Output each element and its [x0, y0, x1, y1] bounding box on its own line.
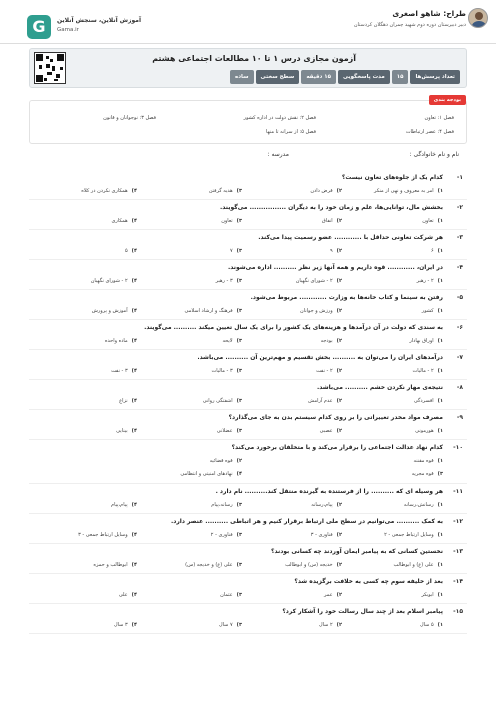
units-tag: بودجه بندی [429, 95, 466, 105]
option-number: ۳) [236, 308, 242, 314]
answer-option[interactable] [311, 502, 342, 508]
answer-option[interactable] [209, 188, 242, 194]
answer-option[interactable] [221, 218, 242, 224]
question-number: ۷- [456, 354, 463, 361]
option-number: ۱) [437, 278, 443, 284]
student-info [29, 147, 467, 161]
option-text: رسانش،رسانه [403, 502, 434, 508]
question-number: ۱۳- [453, 548, 463, 555]
question-number: ۱۴- [453, 578, 463, 585]
answer-option[interactable] [374, 188, 443, 194]
answer-option[interactable] [220, 592, 242, 598]
answer-option[interactable] [414, 398, 443, 404]
answer-option[interactable] [310, 188, 342, 194]
answer-option[interactable] [412, 471, 443, 477]
answer-option[interactable] [78, 532, 137, 538]
option-text: ۲ - مالیات [412, 368, 434, 374]
question-item [29, 290, 467, 320]
question-item [29, 410, 467, 440]
question-stem: بخشش مال، توانایی‌ها، علم و زمان خود را به دیگران ................ می‌گویند. [220, 204, 443, 211]
option-number: ۱) [437, 502, 443, 508]
option-number: ۳) [236, 428, 242, 434]
option-text: ۷ [229, 248, 233, 254]
question-stem: رفتن به سینما و کتاب خانه‌ها به وزارت ............ مربوط می‌شود. [250, 294, 443, 301]
option-number: ۴) [131, 368, 137, 374]
question-number: ۴- [456, 264, 463, 271]
exam-info-chips [230, 70, 460, 84]
answer-option[interactable] [413, 368, 444, 374]
answer-option[interactable] [211, 532, 242, 538]
question-number: ۱۰- [453, 444, 463, 451]
option-text: تعاون [221, 218, 233, 224]
answer-option[interactable] [91, 278, 137, 284]
option-text: فناوری - ۳ [310, 532, 333, 538]
option-text: ۷ سال [219, 622, 233, 628]
option-text: همکاری نکردن در کلاه [81, 188, 128, 194]
answer-option[interactable] [415, 428, 443, 434]
option-text: ابوبکر [421, 592, 434, 598]
option-text: نهادهای امنیتی و انتظامی [180, 471, 233, 477]
question-stem: به کمک .......... می‌توانیم در سطح ملی ارتباط برقرار کنیم و هر اتباطی .......... عنصر دارد. [170, 518, 443, 525]
option-number: ۱) [437, 458, 443, 464]
answer-option[interactable] [421, 592, 443, 598]
answer-option[interactable] [203, 398, 242, 404]
question-count-value: ۱۵ [392, 70, 409, 84]
qr-code-icon [34, 52, 66, 84]
answer-option[interactable] [81, 188, 137, 194]
answer-option[interactable] [300, 308, 342, 314]
option-number: ۴) [131, 428, 137, 434]
exam-banner [29, 48, 467, 88]
name-field[interactable]: نام و نام خانوادگی : [409, 151, 459, 158]
question-stem: کدام نهاد عدالت اجتماعی را برقرار می‌کند و با متخلفان برخورد می‌کند؟ [231, 444, 443, 451]
option-text: قوه قضائیه [209, 458, 233, 464]
option-text: قوه مجریه [411, 471, 434, 477]
answer-option[interactable] [322, 218, 342, 224]
unit-item: فصل ۲: نقش دولت در اداره کشور [243, 115, 316, 121]
option-number: ۳) [236, 532, 242, 538]
option-number: ۲) [336, 532, 342, 538]
page-header [0, 0, 496, 44]
question-count-label: تعداد پرسش‌ها [410, 70, 460, 84]
gama-logo[interactable]: G [27, 15, 51, 39]
question-number: ۱۱- [453, 488, 463, 495]
option-number: ۳) [236, 248, 242, 254]
option-text: تعاون [422, 218, 434, 224]
option-text: ۲ - نفت [316, 368, 333, 374]
question-number: ۸- [456, 384, 463, 391]
answer-option[interactable] [111, 502, 137, 508]
answer-option[interactable] [308, 398, 342, 404]
option-number: ۱) [437, 622, 443, 628]
answer-option[interactable] [330, 248, 342, 254]
option-number: ۲) [336, 622, 342, 628]
answer-option[interactable] [119, 398, 137, 404]
option-number: ۴) [131, 622, 137, 628]
option-number: ۲) [336, 428, 342, 434]
option-text: لایحه [222, 338, 233, 344]
question-item [29, 350, 467, 380]
units-box [29, 97, 467, 144]
option-number: ۲) [236, 458, 242, 464]
answer-option[interactable] [422, 308, 443, 314]
option-text: عثمان [220, 592, 233, 598]
option-text: ۲ - شورای نگهبان [90, 278, 128, 284]
option-number: ۱) [437, 188, 443, 194]
option-text: همکاری [111, 218, 128, 224]
option-number: ۱) [437, 398, 443, 404]
option-text: رسانه،پیام [211, 502, 233, 508]
answer-option[interactable] [180, 471, 242, 477]
unit-item: فصل ۱: تعاون [424, 115, 454, 121]
option-number: ۴) [131, 308, 137, 314]
answer-option[interactable] [212, 368, 243, 374]
option-number: ۱) [437, 338, 443, 344]
question-list [29, 170, 467, 634]
answer-option[interactable] [316, 368, 342, 374]
question-stem: پیامبر اسلام بعد از چند سال رسالت خود را آشکار کرد؟ [282, 608, 443, 615]
answer-option[interactable] [185, 562, 242, 568]
author-name: طراح: شاهو اصغری [392, 9, 466, 18]
question-number: ۹- [456, 414, 463, 421]
question-number: ۱۵- [453, 608, 463, 615]
answer-option[interactable] [93, 562, 137, 568]
answer-option[interactable] [222, 338, 242, 344]
option-text: قوه مقننه [413, 458, 434, 464]
option-text: ۳ سال [114, 622, 128, 628]
option-text: هدیه گرفتن [208, 188, 233, 194]
option-text: امر به معروف و نهی از منکر [373, 188, 434, 194]
option-text: وسایل ارتباط جمعی - ۳ [78, 532, 128, 538]
option-number: ۳) [236, 278, 242, 284]
question-number: ۱- [456, 174, 463, 181]
option-number: ۲) [336, 278, 342, 284]
question-item [29, 380, 467, 410]
question-stem: مصرف مواد مخدر تغییراتی را بر روی کدام سیستم بدن به جای می‌گذارد؟ [228, 414, 443, 421]
question-item [29, 484, 467, 514]
option-number: ۱) [437, 218, 443, 224]
option-text: پیام،رسانه [311, 502, 333, 508]
option-text: اوراق بهادار [409, 338, 434, 344]
option-number: ۱) [437, 368, 443, 374]
option-number: ۱) [437, 308, 443, 314]
option-number: ۳) [236, 368, 242, 374]
option-number: ۴) [236, 471, 242, 477]
option-text: وسایل ارتباط جمعی - ۲ [384, 532, 434, 538]
option-number: ۲) [336, 308, 342, 314]
question-stem: نتیجه‌ی مهار نکردن خشم .......... می‌باشد. [317, 384, 443, 391]
answer-option[interactable] [409, 338, 443, 344]
option-text: افسردگی [413, 398, 434, 404]
option-number: ۲) [336, 398, 342, 404]
option-number: ۴) [131, 502, 137, 508]
option-number: ۳) [236, 398, 242, 404]
answer-option[interactable] [285, 562, 342, 568]
question-item [29, 320, 467, 350]
option-number: ۴) [131, 532, 137, 538]
option-text: پیام،پیام [110, 502, 128, 508]
answer-option[interactable] [321, 338, 342, 344]
option-number: ۲) [336, 188, 342, 194]
option-number: ۳) [437, 471, 443, 477]
answer-option[interactable] [393, 562, 443, 568]
exam-title: آزمون مجازی درس ۱ تا ۱۰ مطالعات اجتماعی هشتم [152, 54, 356, 63]
option-number: ۲) [336, 562, 342, 568]
option-number: ۴) [131, 562, 137, 568]
option-text: عدم آرامش [308, 398, 333, 404]
option-number: ۲) [336, 338, 342, 344]
option-number: ۴) [131, 278, 137, 284]
question-number: ۶- [456, 324, 463, 331]
option-number: ۳) [236, 502, 242, 508]
option-number: ۲) [336, 248, 342, 254]
option-text: عضلانی [216, 428, 233, 434]
question-item [29, 230, 467, 260]
duration-value: ۱۵ دقیقه [301, 70, 336, 84]
option-number: ۳) [236, 218, 242, 224]
answer-option[interactable] [422, 218, 443, 224]
option-number: ۱) [437, 532, 443, 538]
question-number: ۲- [456, 204, 463, 211]
question-stem: نخستین کسانی که به پیامبر ایمان آوردند چه کسانی بودند؟ [271, 548, 443, 555]
answer-option[interactable] [414, 458, 443, 464]
option-text: ۲ - شورای نگهبان [295, 278, 333, 284]
answer-option[interactable] [185, 308, 242, 314]
option-text: نزاع [119, 398, 128, 404]
option-text: علی (ع) و خدیجه (س) [185, 562, 233, 568]
option-number: ۳) [236, 592, 242, 598]
option-text: ابوطالب و حمزه [93, 562, 128, 568]
option-text: انفاق [321, 218, 333, 224]
question-item [29, 200, 467, 230]
question-number: ۳- [456, 234, 463, 241]
question-stem: هر شرکت تعاونی حداقل با ............ عضو رسمیت پیدا می‌کند. [258, 234, 443, 241]
option-number: ۲) [336, 218, 342, 224]
question-item [29, 574, 467, 604]
answer-option[interactable] [125, 248, 137, 254]
option-number: ۳) [236, 622, 242, 628]
answer-option[interactable] [216, 278, 242, 284]
question-stem: به سندی که دولت در آن درآمدها و هزینه‌های یک کشور را برای یک سال تعیین میکند .......... می‌گویند. [144, 324, 443, 331]
option-number: ۱) [437, 428, 443, 434]
answer-option[interactable] [431, 248, 443, 254]
option-number: ۴) [131, 188, 137, 194]
option-text: ۳ - رهبر [215, 278, 233, 284]
option-number: ۲) [336, 592, 342, 598]
question-stem: درآمدهای ایران را می‌توان به .......... بخش تقسیم و مهم‌ترین آن .......... می‌باشد. [197, 354, 443, 361]
option-text: هورمونی [415, 428, 434, 434]
answer-option[interactable] [112, 218, 138, 224]
duration-label: مدت پاسخگویی [338, 70, 390, 84]
option-text: عصبی [319, 428, 333, 434]
site-block [57, 17, 141, 33]
question-number: ۱۲- [453, 518, 463, 525]
option-text: فناوری - ۲ [210, 532, 233, 538]
answer-option[interactable] [105, 338, 137, 344]
option-text: بینایی [116, 428, 128, 434]
option-text: علی (ع) و ابوطالب [393, 562, 434, 568]
question-item [29, 440, 467, 484]
answer-option[interactable] [420, 622, 443, 628]
answer-option[interactable] [319, 622, 342, 628]
answer-option[interactable] [119, 592, 137, 598]
question-stem: بعد از خلیفه سوم چه کسی به خلافت برگزیده شد؟ [294, 578, 443, 585]
question-stem: کدام یک از جلوه‌های تعاون نیست؟ [341, 174, 443, 181]
unit-item: فصل ۳: نوجوانان و قانون [103, 115, 156, 121]
answer-option[interactable] [92, 308, 137, 314]
option-number: ۴) [131, 592, 137, 598]
option-number: ۲) [336, 368, 342, 374]
answer-option[interactable] [217, 428, 242, 434]
option-text: کشور [421, 308, 434, 314]
school-field[interactable]: مدرسه : [267, 151, 289, 158]
answer-option[interactable] [210, 458, 242, 464]
unit-item: فصل ۴: عصر ارتباطات [405, 129, 454, 135]
unit-item: فصل ۵: از سرانه تا منها [266, 129, 316, 135]
question-item [29, 604, 467, 634]
option-number: ۴) [131, 218, 137, 224]
option-text: ماده واحده [104, 338, 128, 344]
option-text: علی [118, 592, 128, 598]
option-text: ۹ [329, 248, 333, 254]
option-text: ۶ [430, 248, 434, 254]
option-text: ورزش و جوانان [300, 308, 333, 314]
answer-option[interactable] [296, 278, 342, 284]
question-item [29, 544, 467, 574]
difficulty-label: سطح سختی [256, 70, 300, 84]
answer-option[interactable] [404, 502, 443, 508]
option-number: ۳) [236, 338, 242, 344]
option-number: ۳) [236, 188, 242, 194]
option-text: ۵ [124, 248, 128, 254]
option-number: ۲) [336, 502, 342, 508]
question-number: ۵- [456, 294, 463, 301]
answer-option[interactable] [311, 532, 342, 538]
option-text: خدیجه (س) و ابوطالب [285, 562, 333, 568]
option-text: بودجه [320, 338, 333, 344]
site-title: آموزش آنلاین، سنجش آنلاین [57, 17, 142, 24]
difficulty-value: ساده [230, 70, 254, 84]
author-block [354, 9, 466, 28]
author-role: دبیر دبیرستان دوره دوم شهید چمران دهگلان کردستان [353, 22, 466, 28]
answer-option[interactable] [384, 532, 443, 538]
option-text: فرهنگ و ارشاد اسلامی [184, 308, 233, 314]
option-number: ۴) [131, 248, 137, 254]
answer-option[interactable] [320, 428, 342, 434]
option-text: ۲ - رهبر [416, 278, 434, 284]
option-number: ۴) [131, 338, 137, 344]
option-text: آموزش و پرورش [91, 308, 128, 314]
option-text: ۲ سال [319, 622, 333, 628]
option-text: عمر [324, 592, 333, 598]
option-number: ۱) [437, 248, 443, 254]
question-stem: در ایران، ............ قوه داریم و همه آنها زیر نظر .......... اداره می‌شوند. [227, 264, 443, 271]
answer-option[interactable] [111, 368, 137, 374]
author-avatar [468, 8, 488, 28]
answer-option[interactable] [116, 428, 137, 434]
option-text: اشفتگی روانی [202, 398, 233, 404]
question-item [29, 514, 467, 544]
option-text: ۵ سال [420, 622, 434, 628]
question-item [29, 170, 467, 200]
option-text: قرض دادن [310, 188, 333, 194]
option-number: ۱) [437, 562, 443, 568]
option-text: ۳ - نفت [111, 368, 128, 374]
option-number: ۳) [236, 562, 242, 568]
answer-option[interactable] [211, 502, 242, 508]
answer-option[interactable] [417, 278, 443, 284]
option-text: ۳ - مالیات [211, 368, 233, 374]
answer-option[interactable] [324, 592, 342, 598]
question-stem: هر وسیله ای که .......... را از فرستنده به گیرنده منتقل کند.......... نام دارد . [215, 488, 443, 495]
option-number: ۱) [437, 592, 443, 598]
site-url[interactable]: Gama.ir [57, 27, 79, 33]
answer-option[interactable] [219, 622, 242, 628]
answer-option[interactable] [230, 248, 242, 254]
option-number: ۴) [131, 398, 137, 404]
answer-option[interactable] [114, 622, 137, 628]
question-item [29, 260, 467, 290]
